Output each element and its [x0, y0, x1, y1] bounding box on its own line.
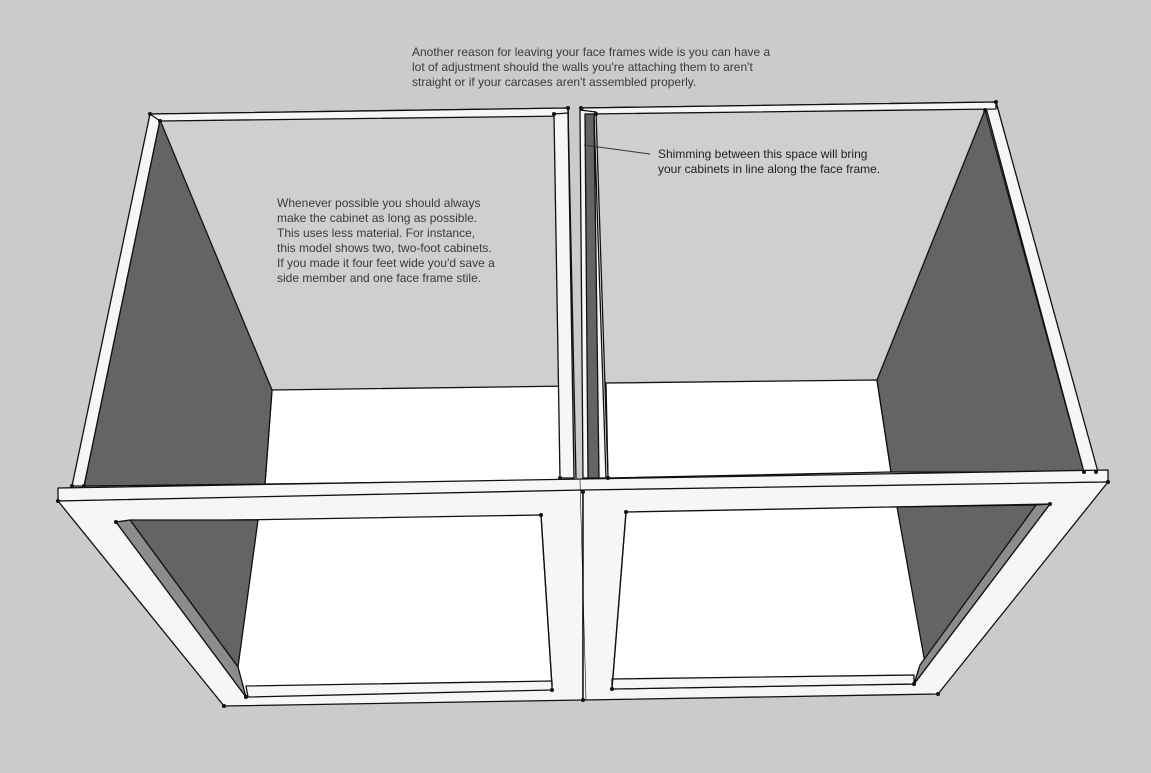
cabinet-length-note — [277, 196, 495, 286]
note-line: Another reason for leaving your face frames wide is you can have a — [412, 45, 771, 59]
note-line: Whenever possible you should always — [277, 196, 481, 210]
shimming-note — [658, 147, 880, 177]
face-frame-width-note — [412, 45, 770, 90]
note-line: If you made it four feet wide you'd save a — [277, 256, 495, 270]
left-cabinet — [72, 108, 576, 486]
right-cabinet-floor — [606, 380, 891, 478]
note-line: make the cabinet as long as possible. — [277, 211, 478, 225]
note-line: This uses less material. For instance, — [277, 226, 476, 240]
note-line: side member and one face frame stile. — [277, 271, 482, 285]
note-line: your cabinets in line along the face frame. — [658, 162, 881, 176]
note-line: this model shows two, two-foot cabinets. — [277, 241, 492, 255]
note-line: Shimming between this space will bring — [658, 147, 868, 161]
note-line: straight or if your carcases aren't assembled properly. — [412, 75, 697, 89]
left-face-frame-opening — [116, 515, 552, 697]
note-line: lot of adjustment should the walls you're attaching them to aren't — [412, 60, 753, 74]
left-cabinet-floor — [265, 386, 572, 484]
